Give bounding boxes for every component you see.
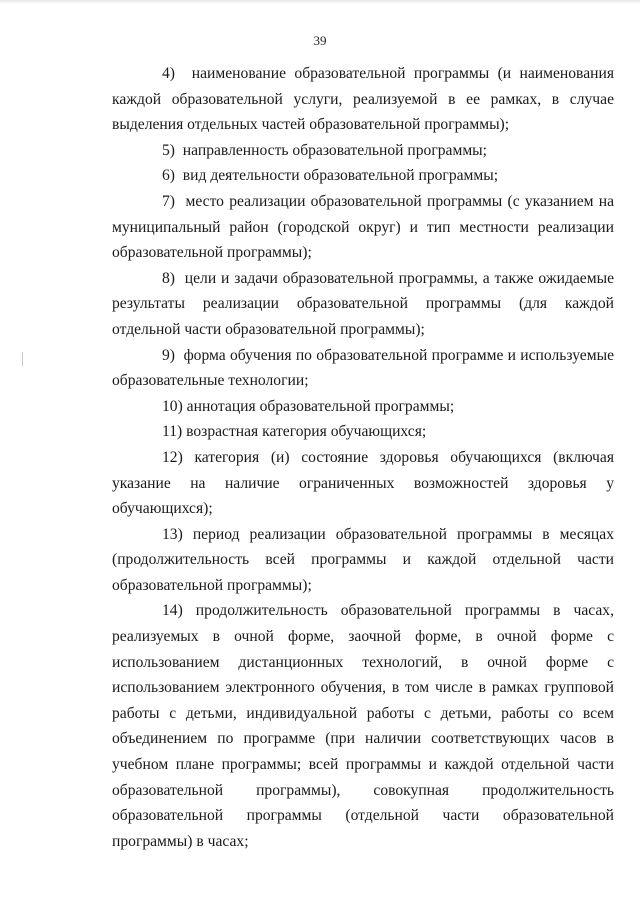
list-item-8: 8) цели и задачи образовательной программы, а также ожидаемые результаты реализации образовательной программы (для каждой отдельной части образовательной программы); — [112, 269, 614, 338]
scan-edge — [0, 0, 640, 4]
list-item-5: 5) направленность образовательной программы; — [162, 141, 487, 159]
list-item-11: 11) возрастная категория обучающихся; — [162, 423, 427, 441]
margin-mark — [22, 352, 23, 366]
list-item-7: 7) место реализации образовательной программы (с указанием на муниципальный район (городской округ) и тип местности реализации образовательной программы); — [112, 192, 614, 262]
list-item-6: 6) вид деятельности образовательной программы; — [162, 167, 499, 185]
list-item-14: 14) продолжительность образовательной программы в часах, реализуемых в очной форме, заочной форме, в очной форме с использованием дистанционных технологий, в очной форме с использованием электронного обучения, в том числе в рамках групповой работы с детьми, индивидуальной работы с детьми, работы со всем объединением по программе (при наличии соответствующих часов в учебном плане программы; всей программы и каждой отдельной части образовательной программы), совокупная продолжительность образовательной программы (отдельной части образовательной программы) в часах; — [112, 602, 614, 850]
list-item-10: 10) аннотация образовательной программы; — [162, 397, 455, 415]
list-item-9: 9) форма обучения по образовательной программе и используемые образовательные технологии; — [112, 346, 614, 390]
page-number: 39 — [313, 33, 327, 48]
list-item-12: 12) категория (и) состояние здоровья обучающихся (включая указание на наличие ограниченных возможностей здоровья у обучающихся); — [112, 448, 614, 518]
document-body — [112, 61, 614, 854]
list-item-13: 13) период реализации образовательной программы в месяцах (продолжительность всей программы и каждой отдельной части образовательной программы); — [112, 525, 614, 594]
list-item-4: 4) наименование образовательной программы (и наименования каждой образовательной услуги, реализуемой в ее рамках, в случае выделения отдельных частей образовательной программы); — [112, 65, 614, 134]
